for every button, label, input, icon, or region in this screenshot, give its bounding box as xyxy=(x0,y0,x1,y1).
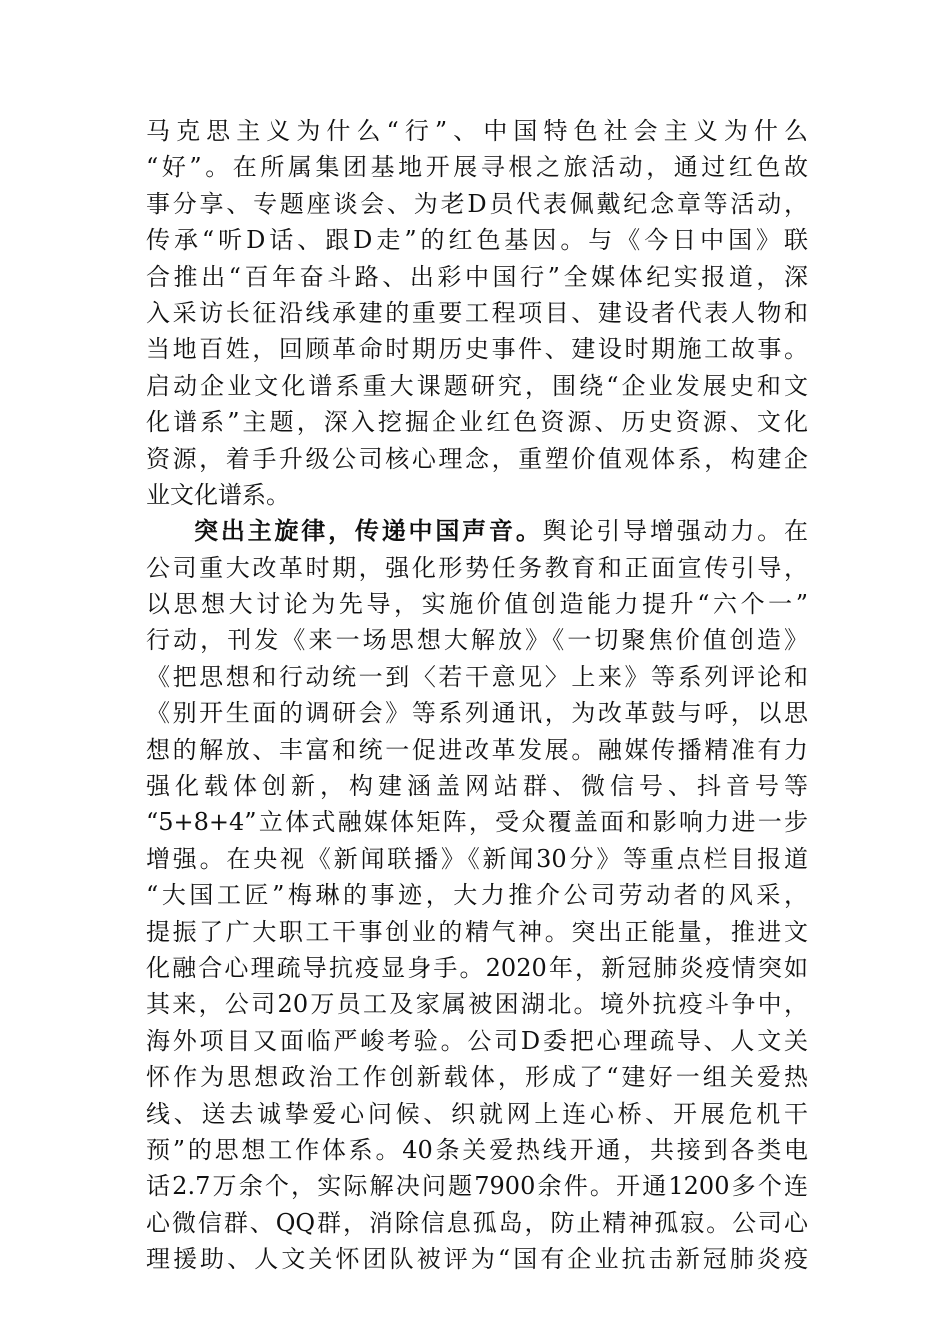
paragraph-2 xyxy=(146,513,808,1277)
text-line: 化谱系”主题，深入挖掘企业红色资源、历史资源、文化 xyxy=(146,408,808,437)
text-line: 强化载体创新，构建涵盖网站群、微信号、抖音号等 xyxy=(146,772,808,801)
text-line: 业文化谱系。 xyxy=(146,480,290,509)
text-line: 化融合心理疏导抗疫显身手。2020年，新冠肺炎疫情突如 xyxy=(146,953,808,982)
text-line: 怀作为思想政治工作创新载体，形成了“建好一组关爱热 xyxy=(146,1063,808,1092)
text-run: 舆论引导增强动力。在 xyxy=(542,517,809,546)
document-page xyxy=(146,113,808,1278)
paragraph-first-line xyxy=(146,513,808,549)
text-line: 行动，刊发《来一场思想大解放》《一切聚焦价值创造》 xyxy=(146,626,808,655)
text-line: 公司重大改革时期，强化形势任务教育和正面宣传引导， xyxy=(146,553,808,582)
text-line: 传承“听D话、跟D走”的红色基因。与《今日中国》联 xyxy=(146,226,808,255)
text-line: 线、送去诚挚爱心问候、织就网上连心桥、开展危机干 xyxy=(146,1099,808,1128)
text-line: 心微信群、QQ群，消除信息孤岛，防止精神孤寂。公司心 xyxy=(146,1208,808,1237)
text-line: 事分享、专题座谈会、为老D员代表佩戴纪念章等活动， xyxy=(146,189,808,218)
text-line: 启动企业文化谱系重大课题研究，围绕“企业发展史和文 xyxy=(146,371,808,400)
text-line: 预”的思想工作体系。40条关爱热线开通，共接到各类电 xyxy=(146,1135,808,1164)
text-line: “大国工匠”梅琳的事迹，大力推介公司劳动者的风采， xyxy=(146,881,808,910)
text-line: “好”。在所属集团基地开展寻根之旅活动，通过红色故 xyxy=(146,153,808,182)
text-line: 提振了广大职工干事创业的精气神。突出正能量，推进文 xyxy=(146,917,808,946)
text-line: 合推出“百年奋斗路、出彩中国行”全媒体纪实报道，深 xyxy=(146,262,808,291)
text-line: 海外项目又面临严峻考验。公司D委把心理疏导、人文关 xyxy=(146,1026,808,1055)
text-line: 《别开生面的调研会》等系列通讯，为改革鼓与呼，以思 xyxy=(146,699,808,728)
text-line: 其来，公司20万员工及家属被困湖北。境外抗疫斗争中， xyxy=(146,990,808,1019)
text-line: 理援助、人文关怀团队被评为“国有企业抗击新冠肺炎疫 xyxy=(146,1245,808,1274)
text-line: 当地百姓，回顾革命时期历史事件、建设时期施工故事。 xyxy=(146,335,808,364)
text-line: 增强。在央视《新闻联播》《新闻30分》等重点栏目报道 xyxy=(146,844,808,873)
text-line: 资源，着手升级公司核心理念，重塑价值观体系，构建企 xyxy=(146,444,808,473)
text-line: “5+8+4”立体式融媒体矩阵，受众覆盖面和影响力进一步 xyxy=(146,808,808,837)
text-line: 《把思想和行动统一到〈若干意见〉上来》等系列评论和 xyxy=(146,662,808,691)
text-line: 入采访长征沿线承建的重要工程项目、建设者代表人物和 xyxy=(146,298,808,327)
text-line: 以思想大讨论为先导，实施价值创造能力提升“六个一” xyxy=(146,590,808,619)
paragraph-1 xyxy=(146,113,808,513)
text-line: 马克思主义为什么“行”、中国特色社会主义为什么 xyxy=(146,117,808,145)
text-line: 话2.7万余个，实际解决问题7900余件。开通1200多个连 xyxy=(146,1172,808,1201)
text-line: 想的解放、丰富和统一促进改革发展。融媒传播精准有力 xyxy=(146,735,808,764)
paragraph-heading: 突出主旋律，传递中国声音。 xyxy=(194,516,543,546)
